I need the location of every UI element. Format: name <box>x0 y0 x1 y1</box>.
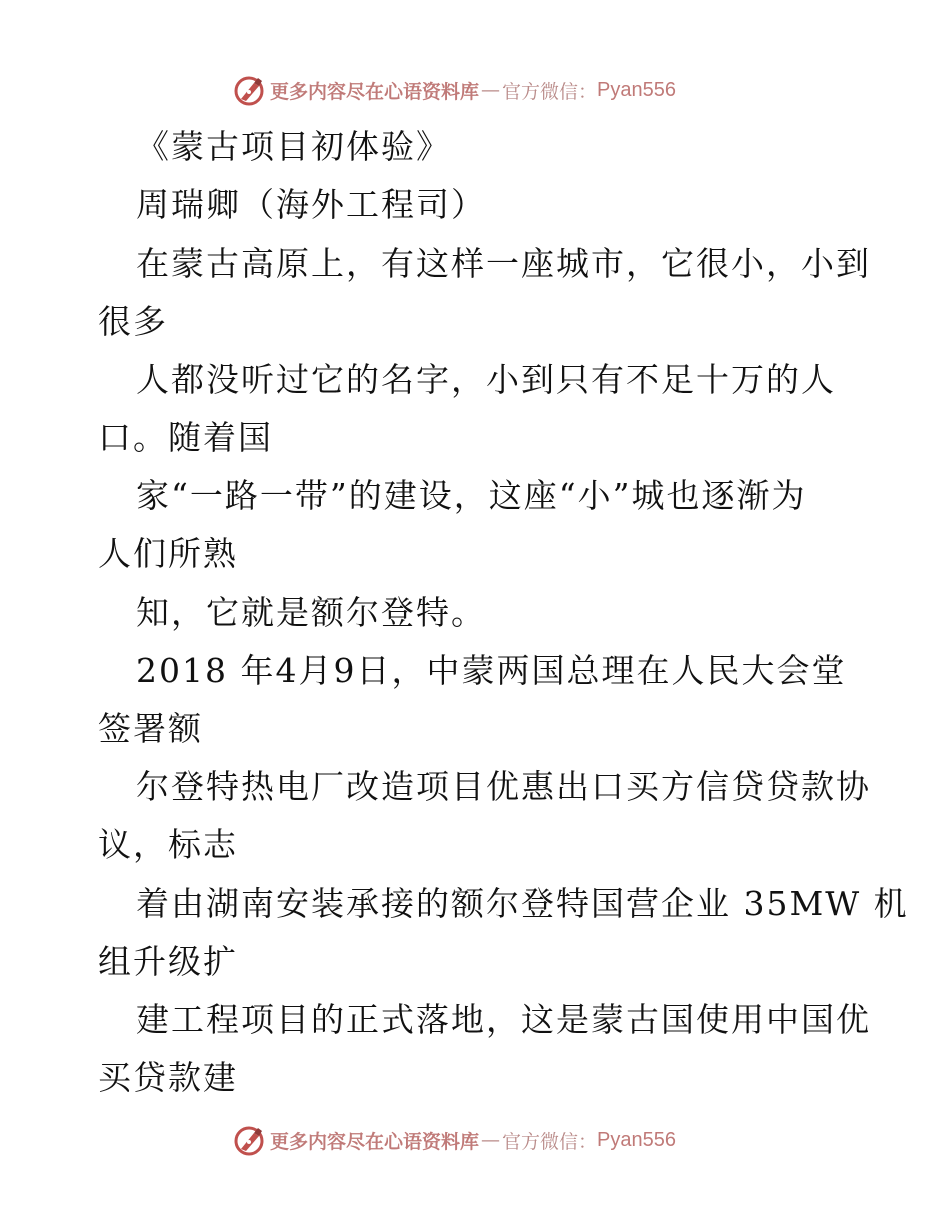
body-line: 人都没听过它的名字，小到只有不足十万的人 <box>136 360 836 399</box>
document-title: 《蒙古项目初体验》 <box>136 127 451 166</box>
body-line: 尔登特热电厂改造项目优惠出口买方信贷贷款协 <box>136 767 871 806</box>
body-line: 2018 年4月9日，中蒙两国总理在人民大会堂 <box>136 651 847 690</box>
banner-brand: 更多内容尽在心语资料库 <box>270 80 480 103</box>
body-line: 口。随着国 <box>98 418 273 457</box>
pen-nib-circle-icon <box>232 1123 266 1157</box>
body-line: 家“一路一带”的建设，这座“小”城也逐渐为 <box>136 476 807 515</box>
body-line: 很多 <box>98 302 168 341</box>
banner-brand: 更多内容尽在心语资料库 <box>270 1130 480 1153</box>
pen-nib-circle-icon <box>232 73 266 107</box>
body-line: 人们所熟 <box>98 534 238 573</box>
banner-contact-label: 官方微信： <box>502 80 598 103</box>
body-line: 组升级扩 <box>98 942 238 981</box>
body-line: 建工程项目的正式落地，这是蒙古国使用中国优 <box>136 1000 871 1039</box>
body-line: 在蒙古高原上，有这样一座城市，它很小，小到 <box>136 244 871 283</box>
header-banner <box>232 72 676 108</box>
body-line: 签署额 <box>98 709 203 748</box>
body-line: 买贷款建 <box>98 1058 238 1097</box>
banner-contact-label: 官方微信： <box>502 1130 598 1153</box>
banner-handle: Pyan556 <box>597 1128 676 1151</box>
banner-handle: Pyan556 <box>597 78 676 101</box>
footer-banner <box>232 1122 676 1158</box>
banner-dash: — <box>481 1129 501 1151</box>
document-author: 周瑞卿（海外工程司） <box>136 185 486 224</box>
body-line: 知，它就是额尔登特。 <box>136 593 486 632</box>
body-line: 议，标志 <box>98 825 238 864</box>
banner-dash: — <box>481 79 501 101</box>
body-line: 着由湖南安装承接的额尔登特国营企业 35MW 机 <box>136 884 909 923</box>
